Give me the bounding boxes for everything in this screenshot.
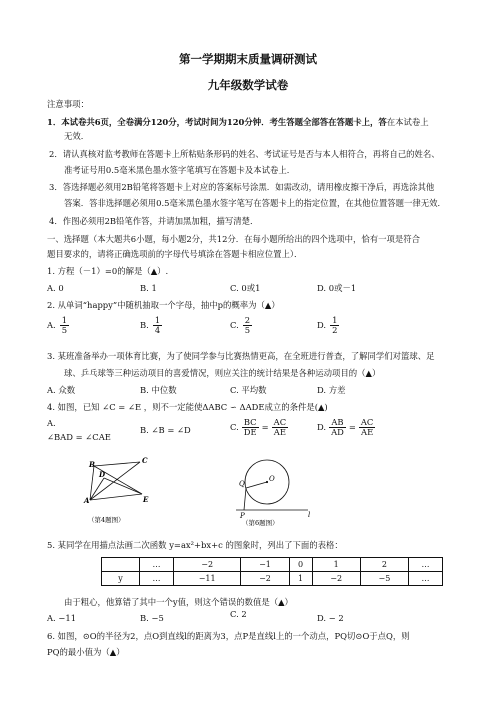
q4-c-d2: AE <box>273 427 286 437</box>
q4-c-n1: BC <box>243 417 257 427</box>
q3-option-c: C. 平均数 <box>230 385 267 395</box>
notes-heading: 注意事项： <box>47 99 89 109</box>
q4-c-d1: DE <box>243 427 257 437</box>
note-4: 4．作图必须用2B铅笔作答，并请加黑加粗，描写清楚． <box>49 216 259 226</box>
q4-a-text: ∠BAD = ∠CAE <box>47 432 111 442</box>
table-row <box>102 558 443 572</box>
fig4-label-b: B <box>89 460 95 469</box>
fig4-label-a: A <box>84 496 90 505</box>
q2-c-num: 2 <box>244 315 251 325</box>
q5-value-table <box>101 557 443 586</box>
q4-c-label: C. <box>230 422 239 432</box>
note-2-line2: 准考证号用0.5毫米黑色墨水签字笔填写在答题卡及本试卷上． <box>64 165 296 175</box>
table-cell-head: y <box>102 572 140 586</box>
note-1-bold: 1．本试卷共6页，全卷满分120分，考试时间为120分钟．考生答题全部答在答题卡上，答 <box>47 117 387 127</box>
fig4-seg-de <box>104 478 142 494</box>
table-cell: −2 <box>173 558 240 572</box>
q4-c-n2: AC <box>273 417 287 427</box>
table-cell: 1 <box>312 558 360 572</box>
fig6-seg-qo <box>246 482 267 488</box>
q4-option-b: B. ∠B = ∠D <box>140 425 191 435</box>
q1-option-b: B. 1 <box>140 283 157 293</box>
q5-note: 由于粗心，他算错了其中一个y值，则这个错误的数值是（▲） <box>64 597 293 607</box>
table-cell: −2 <box>241 572 289 586</box>
q4-d-frac2 <box>359 418 375 437</box>
q5-option-a: A. −11 <box>47 613 77 623</box>
table-cell-head <box>102 558 140 572</box>
note-3-line1: 3．答选择题必须用2B铅笔将答题卡上对应的答案标号涂黑．如需改动，请用橡皮擦干净后，再选涂其他 <box>49 182 435 192</box>
q4-d-label: D. <box>317 422 327 432</box>
q2-option-b <box>140 316 162 335</box>
note-1-rest: 在本试卷上 <box>386 117 429 127</box>
note-2-line1: 2．请认真核对监考教师在答题卡上所粘贴条形码的姓名、考试证号是否与本人相符合，再将自己的姓名、 <box>49 149 440 159</box>
table-cell: … <box>409 558 443 572</box>
q2-a-fraction <box>60 316 69 335</box>
q2-b-label: B. <box>140 320 149 330</box>
q4-option-c <box>230 418 288 437</box>
q2-option-a <box>47 316 69 335</box>
fig4-label-e: E <box>143 495 149 504</box>
fig6-label-o: O <box>269 475 275 483</box>
q3-option-d: D. 方差 <box>317 385 346 395</box>
q2-a-label: A. <box>47 320 56 330</box>
q2-a-num: 1 <box>61 315 68 325</box>
q2-c-label: C. <box>230 320 239 330</box>
q4-d-d2: AE <box>361 427 374 437</box>
table-cell: −5 <box>360 572 408 586</box>
table-cell: 2 <box>360 558 408 572</box>
q5-stem: 5. 某同学在用描点法画二次函数 y=ax²+bx+c 的图象时，列出了下面的表格： <box>47 540 343 550</box>
table-cell: 0 <box>289 558 312 572</box>
q2-b-den: 4 <box>154 325 161 335</box>
note-1 <box>47 117 429 128</box>
table-cell: −11 <box>173 572 240 586</box>
q4-d-d1: AD <box>331 427 344 437</box>
fig6-label-q: Q <box>239 480 245 488</box>
q5-option-c: C. 2 <box>230 609 247 619</box>
fig6-label-l: l <box>308 511 311 519</box>
note-3-line2: 答案．答非选择题必须用0.5毫米黑色墨水签字笔写在答题卡上的指定位置，在其他位置答题一律无效． <box>64 198 446 208</box>
exam-subtitle: 九年级数学试卷 <box>207 78 289 92</box>
q2-b-num: 1 <box>154 315 161 325</box>
fig6-label-p: P <box>240 512 245 520</box>
fig4-label-c: C <box>142 456 148 465</box>
q2-b-fraction <box>153 316 162 335</box>
q4-c-frac1 <box>242 418 259 437</box>
q5-option-d: D. − 2 <box>317 613 344 623</box>
q2-a-den: 5 <box>61 325 68 335</box>
q5-option-b: B. −5 <box>140 613 164 623</box>
fig4-label-d: D <box>99 470 106 479</box>
q4-c-frac2 <box>272 418 288 437</box>
table-cell: 1 <box>289 572 312 586</box>
fig4-seg-bc <box>94 462 140 466</box>
q3-line2: 球、乒乓球等三种运动项目的喜爱情况，则应关注的统计结果是各种运动项目的（▲） <box>64 368 381 378</box>
table-cell: … <box>140 572 174 586</box>
table-cell: −1 <box>241 558 289 572</box>
q2-c-fraction <box>243 316 252 335</box>
section-heading-line1: 一、选择题（本大题共6小题，每小题2分，共12分．在每小题所给出的四个选项中，恰有一项是符合 <box>47 234 421 244</box>
q3-option-b: B. 中位数 <box>140 385 177 395</box>
q4-option-d <box>317 418 375 437</box>
figure-q6 <box>222 452 314 532</box>
q2-option-d <box>317 316 339 335</box>
q3-line1: 3. 某班准备举办一项体育比赛，为了使同学参与比赛热情更高，在全班进行普查，了解同学们对篮球、足 <box>47 351 435 361</box>
fig6-seg-pq <box>244 488 246 510</box>
q6-line1: 6. 如图，⊙O的半径为2，点O到直线l的距离为3，点P是直线l上的一个动点，PQ切⊙O于点Q，则 <box>47 631 410 641</box>
q2-d-label: D. <box>317 320 327 330</box>
fig6-caption: （第6题图） <box>242 519 279 527</box>
figure-q4 <box>80 452 170 532</box>
q2-option-c <box>230 316 252 335</box>
q2-stem: 2. 从单词“happy”中随机抽取一个字母，抽中p的概率为（▲） <box>47 300 280 310</box>
q4-d-frac1 <box>329 418 346 437</box>
q4-c-equals: = <box>261 422 269 432</box>
q1-option-c: C. 0或1 <box>230 283 261 293</box>
table-cell: … <box>409 572 443 586</box>
q4-stem: 4. 如图，已知 ∠C = ∠E ，则不一定能使ΔABC ∽ ΔADE成立的条件是(▲) <box>47 402 328 412</box>
q2-d-den: 2 <box>332 325 338 335</box>
q6-line2: PQ的最小值为（▲） <box>47 647 125 657</box>
q2-d-num: 1 <box>332 315 338 325</box>
table-row <box>102 572 443 586</box>
fig4-seg-ae <box>90 494 142 500</box>
q1-option-a: A. 0 <box>47 283 64 293</box>
table-cell: −2 <box>312 572 360 586</box>
q3-option-a: A. 众数 <box>47 385 76 395</box>
q1-stem: 1. 方程（－1）=0的解是（▲）. <box>47 266 169 276</box>
table-cell: … <box>140 558 174 572</box>
q4-d-equals: = <box>348 422 356 432</box>
fig6-center-dot <box>266 481 268 483</box>
q4-a-label: A. <box>47 418 56 428</box>
exam-title: 第一学期期末质量调研测试 <box>179 52 317 66</box>
q1-option-d: D. 0或－1 <box>317 283 357 293</box>
q2-d-fraction <box>330 316 339 335</box>
note-1-cont: 无效． <box>64 131 90 141</box>
section-heading-line2: 题目要求的，请将正确选项前的字母代号填涂在答题卡相应位置上）． <box>47 249 303 259</box>
q4-d-n1: AB <box>331 417 344 427</box>
fig4-caption: （第4题图） <box>88 516 125 524</box>
q2-c-den: 5 <box>244 325 251 335</box>
q4-d-n2: AC <box>360 417 374 427</box>
